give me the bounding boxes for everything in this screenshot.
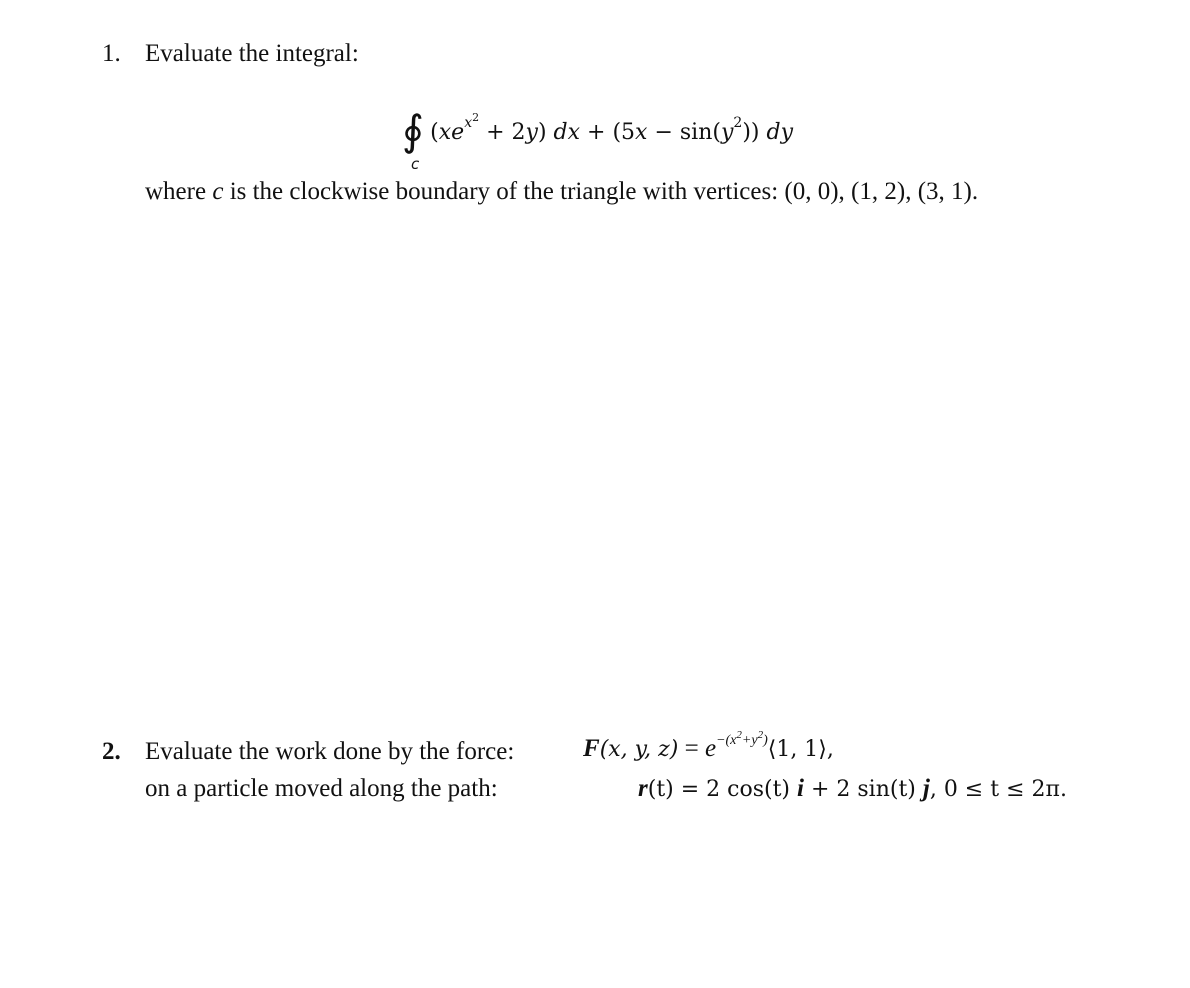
integral-subscript: c <box>411 155 420 173</box>
force-expression: F(x, y, $z) = e^{-(x^2+y^2)}⟨1$, 1⟩, <box>583 729 834 762</box>
problem-1-prompt: Evaluate the integral: <box>145 40 359 67</box>
line-integral-expression <box>402 100 793 155</box>
contour-integral-symbol: ∮ <box>402 106 424 155</box>
problem-1-number: 1. <box>102 40 121 67</box>
integrand: $(xe^{x^2} + 2y)$ dx + $(5x - \sin(y^2))$ dy <box>430 111 793 145</box>
problem-2-line2: on a particle moved along the path: <box>145 775 498 802</box>
problem-2-number: 2. <box>102 738 121 765</box>
problem-2-prompt: Evaluate the work done by the force: <box>145 738 515 765</box>
path-expression: r(t) = 2 cos(t) i + 2 sin(t) j, 0 ≤ t ≤ 2π. <box>638 775 1067 802</box>
problem-1-where-text: where c is the clockwise boundary of the triangle with vertices: (0, 0), (1, 2), (3, 1). <box>145 178 979 205</box>
